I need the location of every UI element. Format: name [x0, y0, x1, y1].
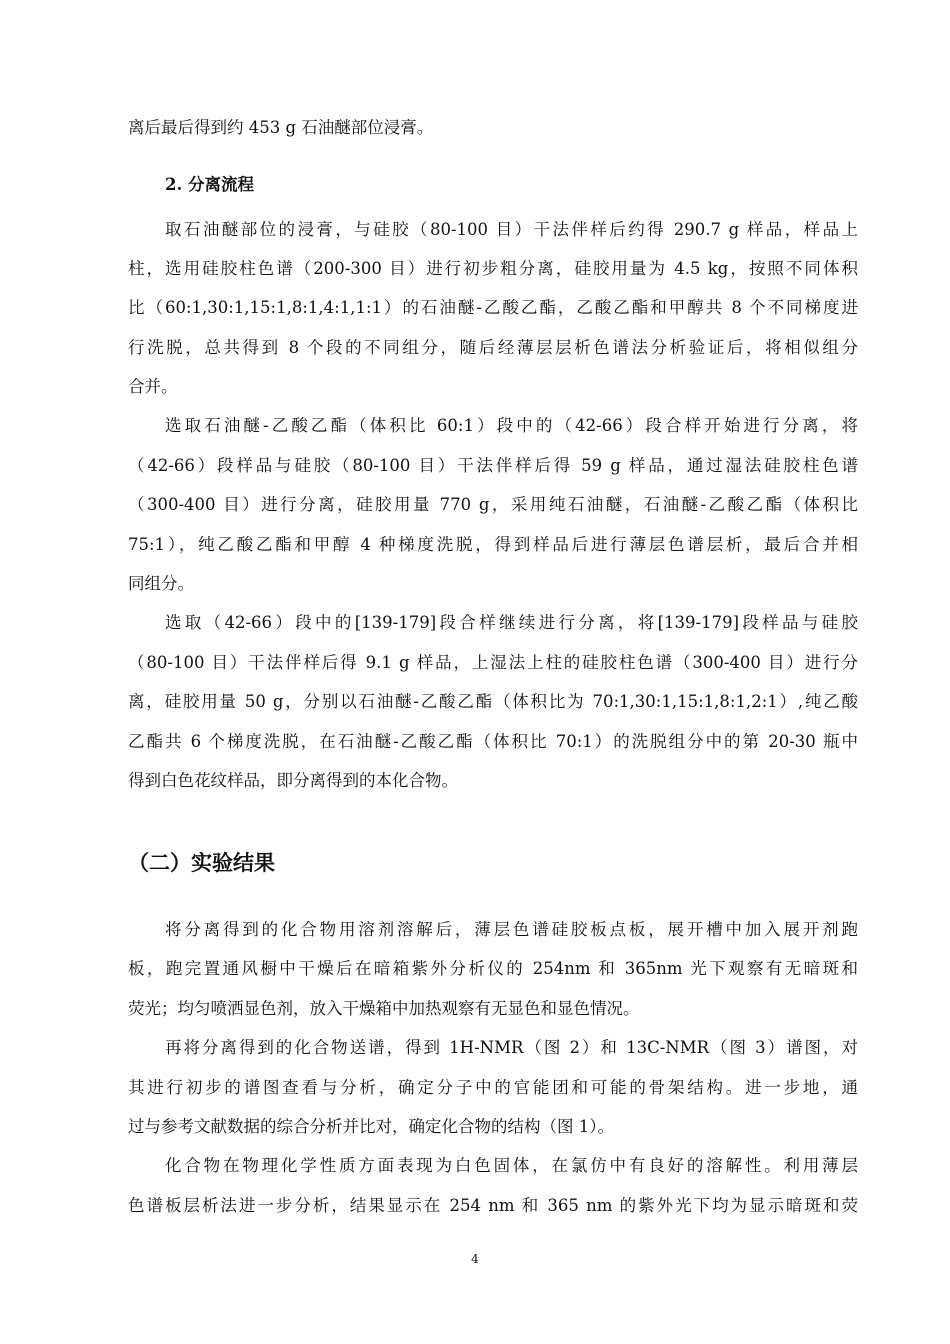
text-line: （80-100 目）干法伴样后得 9.1 g 样品，上湿法上柱的硅胶柱色谱（300-400 目）进行分: [128, 653, 858, 672]
text-line: 选取（42-66）段中的[139-179]段合样继续进行分离，将[139-179]段样品与硅胶: [165, 613, 858, 632]
text-line: 化合物在物理化学性质方面表现为白色固体，在氯仿中有良好的溶解性。利用薄层: [165, 1156, 858, 1175]
text-line: 离，硅胶用量 50 g，分别以石油醚-乙酸乙酯（体积比为 70:1,30:1,15:1,8:1,2:1）,纯乙酸: [128, 692, 858, 711]
text-line: 乙酯共 6 个梯度洗脱，在石油醚-乙酸乙酯（体积比 70:1）的洗脱组分中的第 20-30 瓶中: [128, 732, 858, 751]
text-line: （42-66）段样品与硅胶（80-100 目）干法伴样后得 59 g 样品，通过湿法硅胶柱色谱: [128, 456, 858, 475]
text-line: 得到白色花纹样品，即分离得到的本化合物。: [128, 771, 458, 790]
text-line: 行洗脱，总共得到 8 个段的不同组分，随后经薄层层析色谱法分析验证后，将相似组分: [128, 338, 858, 357]
text-line: 比（60:1,30:1,15:1,8:1,4:1,1:1）的石油醚-乙酸乙酯，乙酸乙酯和甲醇共 8 个不同梯度进: [128, 298, 858, 317]
text-line: （300-400 目）进行分离，硅胶用量 770 g，采用纯石油醚，石油醚-乙酸乙酯（体积比: [128, 495, 858, 514]
text-line: 柱，选用硅胶柱色谱（200-300 目）进行初步粗分离，硅胶用量为 4.5 kg，按照不同体积: [128, 259, 858, 278]
text-line: 板，跑完置通风橱中干燥后在暗箱紫外分析仪的 254nm 和 365nm 光下观察有无暗斑和: [128, 959, 858, 978]
text-line: 荧光；均匀喷洒显色剂，放入干燥箱中加热观察有无显色和显色情况。: [128, 999, 640, 1018]
chapter-heading: （二）实验结果: [128, 850, 275, 875]
page-number: 4: [471, 1252, 479, 1266]
text-line: 色谱板层析法进一步分析，结果显示在 254 nm 和 365 nm 的紫外光下均为显示暗斑和荧: [128, 1196, 858, 1215]
text-line: 将分离得到的化合物用溶剂溶解后，薄层色谱硅胶板点板，展开槽中加入展开剂跑: [165, 920, 858, 939]
text-line: 过与参考文献数据的综合分析并比对，确定化合物的结构（图 1）。: [128, 1117, 614, 1136]
text-line: 再将分离得到的化合物送谱，得到 1H-NMR（图 2）和 13C-NMR（图 3）谱图，对: [165, 1038, 858, 1057]
text-line: 离后最后得到约 453 g 石油醚部位浸膏。: [128, 118, 434, 137]
text-line: 合并。: [128, 377, 178, 396]
text-line: 75:1），纯乙酸乙酯和甲醇 4 种梯度洗脱，得到样品后进行薄层色谱层析，最后合并相: [128, 535, 858, 554]
text-line: 取石油醚部位的浸膏，与硅胶（80-100 目）干法伴样后约得 290.7 g 样品，样品上: [165, 220, 858, 239]
section-heading: 2. 分离流程: [165, 175, 254, 194]
text-line: 其进行初步的谱图查看与分析，确定分子中的官能团和可能的骨架结构。进一步地，通: [128, 1078, 858, 1097]
text-line: 同组分。: [128, 574, 194, 593]
text-line: 选取石油醚-乙酸乙酯（体积比 60:1）段中的（42-66）段合样开始进行分离，将: [165, 416, 858, 435]
